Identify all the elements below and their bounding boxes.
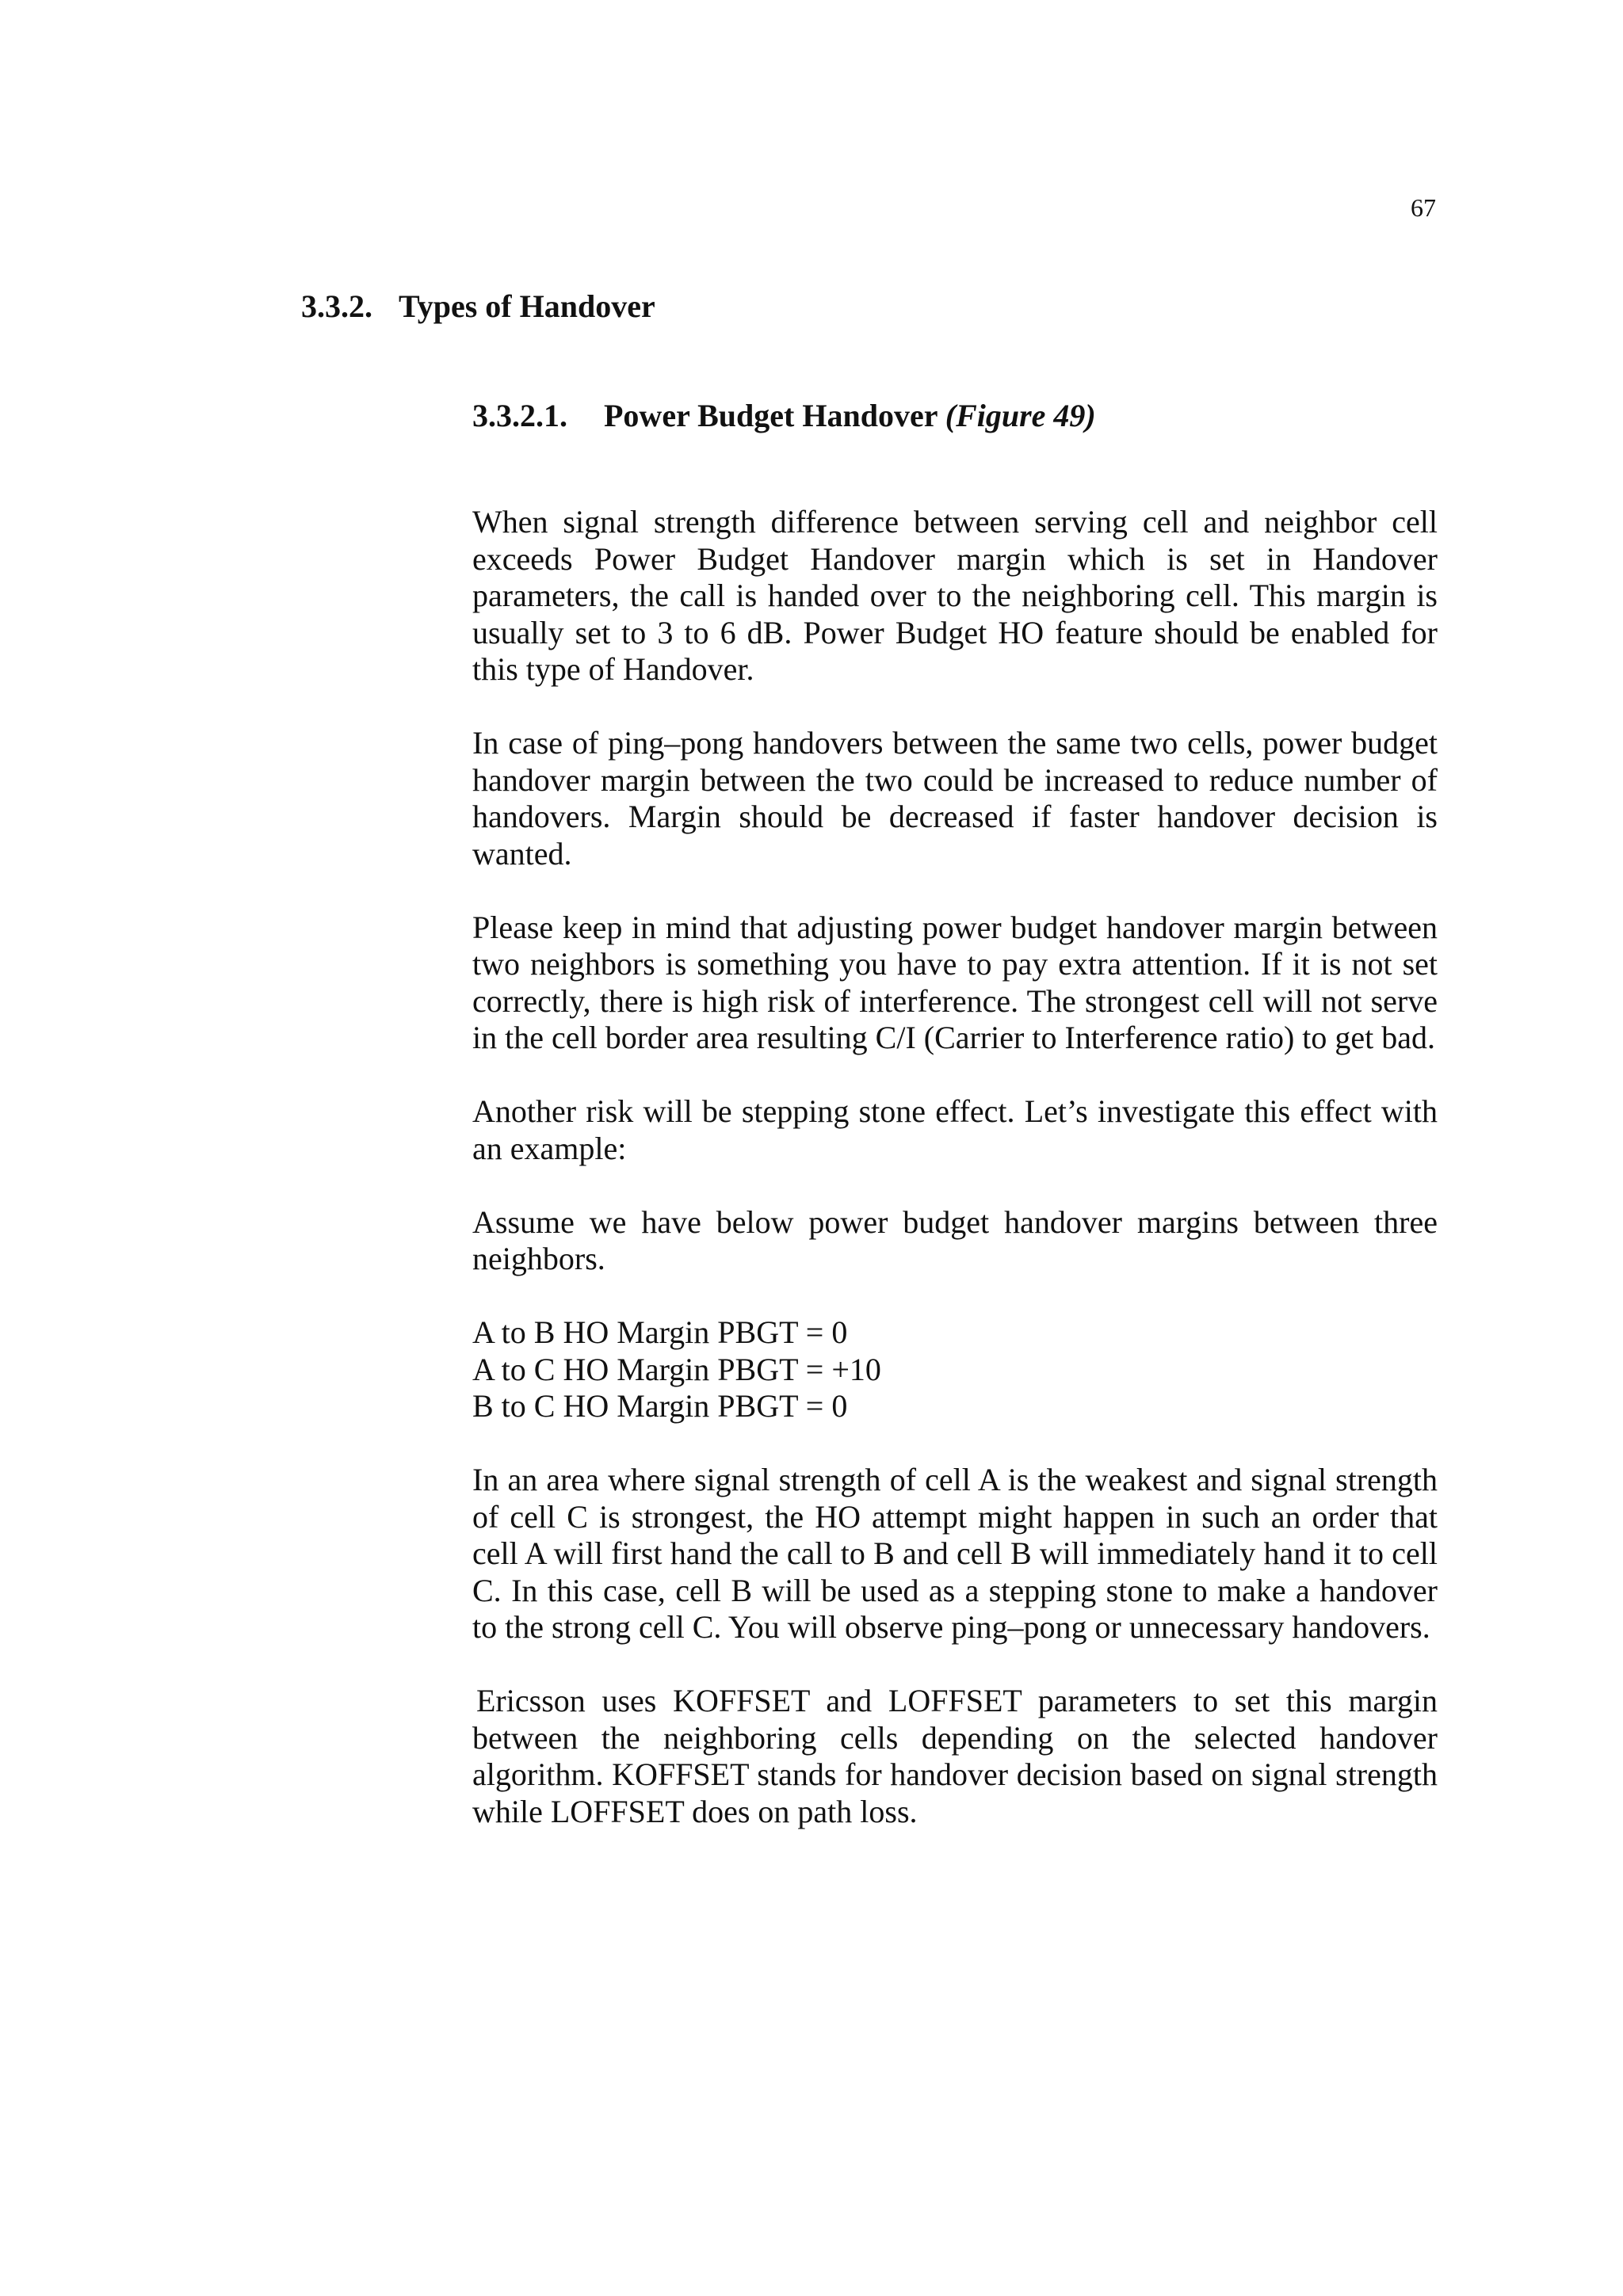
body-text — [472, 504, 1438, 1867]
paragraph: In an area where signal strength of cell A is the weakest and signal strength of cell C is strongest, the HO attempt might happen in such an order that cell A will first hand the call to B and cell B will immediately hand it to cell C. In this case, cell B will be used as a stepping stone to make a handover to the strong cell C. You will observe ping–pong or unnecessary handovers. — [472, 1462, 1438, 1645]
subsection-title: Power Budget Handover — [604, 398, 938, 433]
paragraph: When signal strength difference between serving cell and neighbor cell exceeds Power Budget Handover margin which is set in Handover parameters, the call is handed over to the neighboring cell. This margin is usually set to 3 to 6 dB. Power Budget HO feature should be enabled for this type of Handover. — [472, 504, 1438, 687]
paragraph: Another risk will be stepping stone effect. Let’s investigate this effect with an example: — [472, 1093, 1438, 1166]
section-number: 3.3.2. — [301, 288, 372, 324]
page-number: 67 — [1411, 193, 1436, 222]
subsection-number: 3.3.2.1. — [472, 398, 567, 433]
paragraph: Please keep in mind that adjusting power budget handover margin between two neighbors is something you have to pay extra attention. If it is not set correctly, there is high risk of interference. The strongest cell will not serve in the cell border area resulting C/I (Carrier to Interference ratio) to get bad. — [472, 909, 1438, 1055]
section-title: Types of Handover — [399, 288, 655, 324]
paragraph: In case of ping–pong handovers between the same two cells, power budget handover margin between the two could be increased to reduce number of handovers. Margin should be decreased if faster handover decision is wanted. — [472, 725, 1438, 871]
margin-list — [472, 1314, 1438, 1425]
paragraph: Assume we have below power budget handover margins between three neighbors. — [472, 1203, 1438, 1276]
margin-line: A to C HO Margin PBGT = +10 — [472, 1351, 881, 1387]
margin-line: B to C HO Margin PBGT = 0 — [472, 1388, 848, 1424]
section-heading — [301, 288, 655, 326]
margin-line: A to B HO Margin PBGT = 0 — [472, 1314, 848, 1350]
paragraph: Ericsson uses KOFFSET and LOFFSET parameters to set this margin between the neighboring cells depending on the selected handover algorithm. KOFFSET stands for handover decision based on signal strength while LOFFSET does on path loss. — [472, 1683, 1438, 1829]
subsection-heading — [472, 397, 1096, 435]
figure-reference: (Figure 49) — [945, 398, 1096, 433]
